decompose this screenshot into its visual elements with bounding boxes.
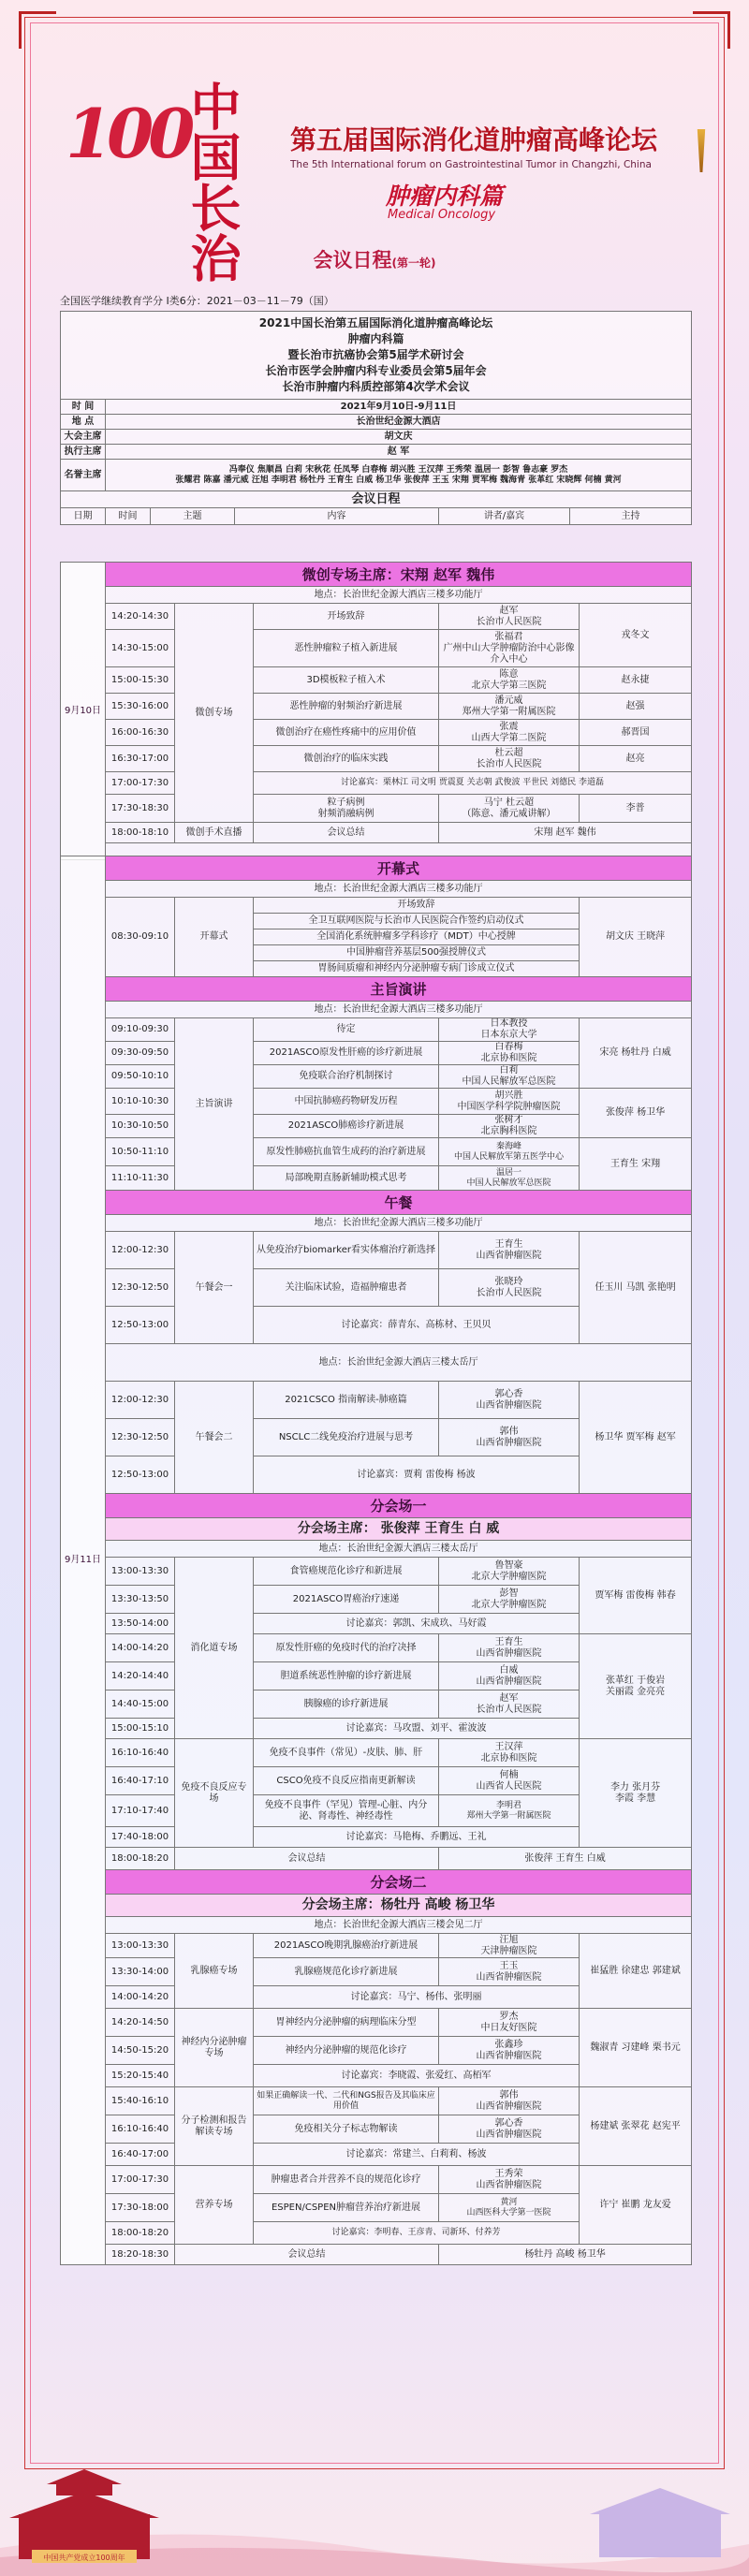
content-cell: 从免疫治疗biomarker看实体瘤治疗新选择 xyxy=(254,1232,439,1269)
content-cell: 中国肿瘤营养基层500强授牌仪式 xyxy=(254,945,580,961)
speaker-cell: 赵军 长治市人民医院 xyxy=(439,1690,580,1719)
discussion-cell: 讨论嘉宾：马攻盟、刘平、霍波波 xyxy=(254,1719,580,1739)
location: 地点：长治世纪金源大酒店三楼会见二厅 xyxy=(106,1917,692,1934)
info-label: 名誉主席 xyxy=(61,460,106,491)
discussion-cell: 讨论嘉宾：常建兰、白莉莉、杨波 xyxy=(254,2144,580,2166)
content-cell: 微创治疗在癌性疼痛中的应用价值 xyxy=(254,720,439,746)
info-label: 执行主席 xyxy=(61,445,106,460)
info-label: 大会主席 xyxy=(61,430,106,445)
time-cell: 15:00-15:10 xyxy=(106,1719,175,1739)
time-cell: 18:00-18:20 xyxy=(106,2222,175,2245)
content-cell: 胃神经内分泌肿瘤的病理临床分型 xyxy=(254,2009,439,2037)
speaker-cell: 胡兴胜 中国医学科学院肿瘤医院 xyxy=(439,1089,580,1115)
discussion-cell: 讨论嘉宾：马宁、杨伟、张明丽 xyxy=(254,1986,580,2009)
speaker-cell: 张树才 北京胸科医院 xyxy=(439,1115,580,1138)
speaker-cell: 郭心香 山西省肿瘤医院 xyxy=(439,1382,580,1419)
summary-cell: 会议总结 xyxy=(175,2245,439,2265)
info-value: 长治世纪金源大酒店 xyxy=(106,415,692,430)
day1-table xyxy=(60,562,692,860)
location: 地点：长治世纪金源大酒店三楼多功能厅 xyxy=(106,1002,692,1018)
topic-cell: 神经内分泌肿瘤专场 xyxy=(175,2009,254,2087)
content-cell: NSCLC二线免疫治疗进展与思考 xyxy=(254,1419,439,1456)
discussion-cell: 讨论嘉宾：栗林江 司文明 贾震夏 关志朝 武俊波 平世民 刘德民 李道磊 xyxy=(254,772,692,795)
time-cell: 13:00-13:30 xyxy=(106,1934,175,1958)
discussion-cell: 讨论嘉宾：李明春、王彦青、司新环、付养芳 xyxy=(254,2222,580,2245)
content-cell: 粒子病例 射频消融病例 xyxy=(254,795,439,823)
host-cell: 郝晋国 xyxy=(580,720,692,746)
time-cell: 18:00-18:20 xyxy=(106,1848,175,1870)
host-cell: 赵亮 xyxy=(580,746,692,772)
speaker-cell: 汪旭 天津肿瘤医院 xyxy=(439,1934,580,1958)
speaker-cell: 马宁 杜云超 （陈意、潘元威讲解） xyxy=(439,795,580,823)
time-cell: 14:20-14:50 xyxy=(106,2009,175,2037)
speaker-cell: 彭智 北京大学肿瘤医院 xyxy=(439,1586,580,1614)
col-header: 时间 xyxy=(106,508,151,525)
time-cell: 16:00-16:30 xyxy=(106,720,175,746)
content-cell: 胰腺癌的诊疗新进展 xyxy=(254,1690,439,1719)
time-cell: 15:20-15:40 xyxy=(106,2065,175,2087)
time-cell: 14:00-14:20 xyxy=(106,1634,175,1662)
time-cell: 17:00-17:30 xyxy=(106,2166,175,2194)
forum-subtitle: 肿瘤内科篇 xyxy=(386,183,504,210)
honor-chairs: 冯奉仪 焦顺昌 白莉 宋秋花 任凤琴 白春梅 胡兴胜 王汉萍 王秀荣 温居一 彭智 鲁志豪 罗杰 张耀君 陈嘉 潘元威 汪旭 李明君 杨牡丹 王育生 白威 杨卫华 张俊萍 王玉 宋翔 贾军梅 魏海青 张革红 宋晓辉 何楠 黄河 xyxy=(106,460,692,491)
time-cell: 18:20-18:30 xyxy=(106,2245,175,2265)
host-cell: 任玉川 马凯 张艳明 xyxy=(580,1232,692,1344)
host-cell: 崔猛胜 徐建忠 郭建斌 xyxy=(580,1934,692,2009)
section-title: 微创专场主席：宋翔 赵军 魏伟 xyxy=(106,563,692,587)
content-cell: 胆道系统恶性肿瘤的诊疗新进展 xyxy=(254,1662,439,1690)
topic-cell: 午餐会二 xyxy=(175,1382,254,1494)
speaker-cell: 王汉萍 北京协和医院 xyxy=(439,1739,580,1767)
time-cell: 14:00-14:20 xyxy=(106,1986,175,2009)
host-cell: 宋亮 杨牡丹 白威 xyxy=(580,1018,692,1089)
content-cell: ESPEN/CSPEN肿瘤营养治疗新进展 xyxy=(254,2194,439,2222)
time-cell: 09:50-10:10 xyxy=(106,1065,175,1089)
info-table xyxy=(60,311,692,525)
branch-chair: 分会场主席：杨牡丹 高峻 杨卫华 xyxy=(106,1895,692,1917)
speaker-cell: 王秀荣 山西省肿瘤医院 xyxy=(439,2166,580,2194)
host-cell: 赵永捷 xyxy=(580,667,692,694)
content-cell: 局部晚期直肠新辅助模式思考 xyxy=(254,1166,439,1191)
content-cell: 中国抗肺癌药物研发历程 xyxy=(254,1089,439,1115)
time-cell: 10:50-11:10 xyxy=(106,1138,175,1166)
discussion-cell: 讨论嘉宾：李晓霞、张爱红、高栢军 xyxy=(254,2065,580,2087)
speaker-cell: 王育生 山西省肿瘤医院 xyxy=(439,1232,580,1269)
corner-ornament xyxy=(19,11,56,49)
col-header: 日期 xyxy=(61,508,106,525)
time-cell: 13:30-14:00 xyxy=(106,1958,175,1986)
host-cell: 杨建斌 张翠花 赵宪平 xyxy=(580,2087,692,2166)
time-cell: 16:30-17:00 xyxy=(106,746,175,772)
time-cell: 10:30-10:50 xyxy=(106,1115,175,1138)
content-cell: 乳腺癌规范化诊疗新进展 xyxy=(254,1958,439,1986)
content-cell: 肿瘤患者合并营养不良的规范化诊疗 xyxy=(254,2166,439,2194)
schedule-title: 会议日程(第一轮) xyxy=(313,249,436,271)
content-cell: 原发性肝癌的免疫时代的治疗决择 xyxy=(254,1634,439,1662)
info-label: 时 间 xyxy=(61,400,106,415)
time-cell: 12:30-12:50 xyxy=(106,1419,175,1456)
time-cell: 12:50-13:00 xyxy=(106,1456,175,1494)
time-cell: 09:30-09:50 xyxy=(106,1042,175,1065)
time-cell: 08:30-09:10 xyxy=(106,898,175,977)
content-cell: 3D模板粒子植入术 xyxy=(254,667,439,694)
topic-cell: 免疫不良反应专场 xyxy=(175,1739,254,1848)
content-cell: 2021ASCO肺癌诊疗新进展 xyxy=(254,1115,439,1138)
location: 地点：长治世纪金源大酒店三楼多功能厅 xyxy=(106,587,692,604)
time-cell: 15:00-15:30 xyxy=(106,667,175,694)
time-cell: 16:40-17:00 xyxy=(106,2144,175,2166)
location: 地点：长治世纪金源大酒店三楼多功能厅 xyxy=(106,881,692,898)
content-cell: 2021ASCO原发性肝癌的诊疗新进展 xyxy=(254,1042,439,1065)
content-cell: 食管癌规范化诊疗和新进展 xyxy=(254,1558,439,1586)
time-cell: 17:30-18:30 xyxy=(106,795,175,823)
content-cell: 2021ASCO晚期乳腺癌治疗新进展 xyxy=(254,1934,439,1958)
content-cell: 免疫不良事件（罕见）管理-心脏、内分泌、肾毒性、神经毒性 xyxy=(254,1795,439,1827)
host-cell: 杨卫华 贾军梅 赵军 xyxy=(580,1382,692,1494)
section-title: 主旨演讲 xyxy=(106,977,692,1002)
time-cell: 17:00-17:30 xyxy=(106,772,175,795)
time-cell: 14:40-15:00 xyxy=(106,1690,175,1719)
location: 地点：长治世纪金源大酒店三楼太岳厅 xyxy=(106,1344,692,1382)
host-cell: 张俊萍 杨卫华 xyxy=(580,1089,692,1138)
topic-cell: 微创专场 xyxy=(175,604,254,823)
logo-city: 中国长治 xyxy=(183,80,242,283)
branch-chair: 分会场主席： 张俊萍 王育生 白 威 xyxy=(106,1518,692,1541)
speaker-cell: 王玉 山西省肿瘤医院 xyxy=(439,1958,580,1986)
discussion-cell: 讨论嘉宾：贾莉 雷俊梅 杨波 xyxy=(254,1456,580,1494)
content-cell: 神经内分泌肿瘤的规范化诊疗 xyxy=(254,2037,439,2065)
date-cell: 9月11日 xyxy=(61,856,106,2265)
discussion-cell: 讨论嘉宾：薛青东、高栋材、王贝贝 xyxy=(254,1307,580,1344)
topic-cell: 主旨演讲 xyxy=(175,1018,254,1191)
host-cell: 许宁 崔鹏 龙友爱 xyxy=(580,2166,692,2245)
summary-cell: 会议总结 xyxy=(175,1848,439,1870)
content-cell: 全国消化系统肿瘤多学科诊疗（MDT）中心授牌 xyxy=(254,929,580,945)
speaker-cell: 张鑫珍 山西省肿瘤医院 xyxy=(439,2037,580,2065)
speaker-cell: 赵军 长治市人民医院 xyxy=(439,604,580,630)
col-header: 内容 xyxy=(235,508,439,525)
corner-ornament xyxy=(693,11,730,49)
day2-table xyxy=(60,856,692,2265)
location: 地点：长治世纪金源大酒店三楼太岳厅 xyxy=(106,1541,692,1558)
speaker-cell: 郭心香 山西省肿瘤医院 xyxy=(439,2115,580,2144)
speaker-cell: 温居一 中国人民解放军总医院 xyxy=(439,1166,580,1191)
time-cell: 12:00-12:30 xyxy=(106,1232,175,1269)
speaker-cell: 郭伟 山西省肿瘤医院 xyxy=(439,1419,580,1456)
content-cell: 待定 xyxy=(254,1018,439,1042)
host-cell: 胡文庆 王晓萍 xyxy=(580,898,692,977)
speaker-cell: 陈意 北京大学第三医院 xyxy=(439,667,580,694)
col-header: 主持 xyxy=(570,508,692,525)
summary-speaker: 张俊萍 王育生 白威 xyxy=(439,1848,692,1870)
host-cell: 李普 xyxy=(580,795,692,823)
topic-cell: 开幕式 xyxy=(175,898,254,977)
time-cell: 11:10-11:30 xyxy=(106,1166,175,1191)
host-cell: 戎冬文 xyxy=(580,604,692,667)
topic-cell: 营养专场 xyxy=(175,2166,254,2245)
forum-title-en: The 5th International forum on Gastrointestinal Tumor in Changzhi, China xyxy=(290,159,652,170)
speaker-cell: 黄河 山西医科大学第一医院 xyxy=(439,2194,580,2222)
time-cell: 13:30-13:50 xyxy=(106,1586,175,1614)
time-cell: 12:30-12:50 xyxy=(106,1269,175,1307)
time-cell: 10:10-10:30 xyxy=(106,1089,175,1115)
content-cell: 微创治疗的临床实践 xyxy=(254,746,439,772)
time-cell: 13:50-14:00 xyxy=(106,1614,175,1634)
section-title: 分会场一 xyxy=(106,1494,692,1518)
speaker-cell: 王育生 山西省肿瘤医院 xyxy=(439,1634,580,1662)
info-value: 胡文庆 xyxy=(106,430,692,445)
time-cell: 15:30-16:00 xyxy=(106,694,175,720)
host-cell: 王育生 宋翔 xyxy=(580,1138,692,1191)
content-cell: 免疫不良事件（常见）-皮肤、肺、肝 xyxy=(254,1739,439,1767)
organizer-block: 2021中国长治第五届国际消化道肿瘤高峰论坛 肿瘤内科篇 暨长治市抗癌协会第5届学术研讨会 长治市医学会肿瘤内科专业委员会第5届年会 长治市肿瘤内科质控部第4次学术会议 xyxy=(61,312,692,400)
speaker-cell: 罗杰 中日友好医院 xyxy=(439,2009,580,2037)
content-cell: 免疫联合治疗机制探讨 xyxy=(254,1065,439,1089)
time-cell: 12:50-13:00 xyxy=(106,1307,175,1344)
time-cell: 16:10-16:40 xyxy=(106,1739,175,1767)
topic-cell: 乳腺癌专场 xyxy=(175,1934,254,2009)
speaker-cell: 宋翔 赵军 魏伟 xyxy=(439,823,692,843)
speaker-cell: 李明君 郑州大学第一附属医院 xyxy=(439,1795,580,1827)
forum-subtitle-en: Medical Oncology xyxy=(388,208,496,222)
time-cell: 16:40-17:10 xyxy=(106,1767,175,1795)
speaker-cell: 何楠 山西省人民医院 xyxy=(439,1767,580,1795)
summary-speaker: 杨牡丹 高峻 杨卫华 xyxy=(439,2245,692,2265)
col-header: 讲者/嘉宾 xyxy=(439,508,570,525)
time-cell: 14:20-14:40 xyxy=(106,1662,175,1690)
time-cell: 16:10-16:40 xyxy=(106,2115,175,2144)
time-cell: 09:10-09:30 xyxy=(106,1018,175,1042)
content-cell: 如果正确解读一代、二代和NGS报告及其临床应用价值 xyxy=(254,2087,439,2115)
info-label: 地 点 xyxy=(61,415,106,430)
content-cell: 会议总结 xyxy=(254,823,439,843)
content-cell: 胃肠间质瘤和神经内分泌肿瘤专病门诊成立仪式 xyxy=(254,961,580,977)
content-cell: 原发性肺癌抗血管生成药的治疗新进展 xyxy=(254,1138,439,1166)
section-title: 开幕式 xyxy=(106,856,692,881)
time-cell: 14:50-15:20 xyxy=(106,2037,175,2065)
speaker-cell: 郭伟 山西省肿瘤医院 xyxy=(439,2087,580,2115)
time-cell: 15:40-16:10 xyxy=(106,2087,175,2115)
content-cell: CSCO免疫不良反应指南更新解读 xyxy=(254,1767,439,1795)
forum-title: 第五届国际消化道肿瘤高峰论坛 xyxy=(290,124,658,155)
topic-cell: 分子检测和报告解读专场 xyxy=(175,2087,254,2166)
speaker-cell: 日本教授 日本东京大学 xyxy=(439,1018,580,1042)
agenda-label: 会议日程 xyxy=(61,491,692,508)
discussion-cell: 讨论嘉宾：马艳梅、乔鹏远、王礼 xyxy=(254,1827,580,1848)
topic-cell: 微创手术直播 xyxy=(175,823,254,843)
topic-cell: 消化道专场 xyxy=(175,1558,254,1739)
col-header: 主题 xyxy=(151,508,235,525)
date-cell: 9月10日 xyxy=(61,563,106,860)
content-cell: 恶性肿瘤粒子植入新进展 xyxy=(254,630,439,667)
logo-100: 100 xyxy=(66,94,190,173)
host-cell: 赵强 xyxy=(580,694,692,720)
content-cell: 关注临床试验，造福肿瘤患者 xyxy=(254,1269,439,1307)
time-cell: 18:00-18:10 xyxy=(106,823,175,843)
content-cell: 2021CSCO 指南解读-肺癌篇 xyxy=(254,1382,439,1419)
speaker-cell: 张福君 广州中山大学肿瘤防治中心影像介入中心 xyxy=(439,630,580,667)
info-value: 赵 军 xyxy=(106,445,692,460)
topic-cell: 午餐会一 xyxy=(175,1232,254,1344)
speaker-cell: 杜云超 长治市人民医院 xyxy=(439,746,580,772)
content-cell: 免疫相关分子标志物解读 xyxy=(254,2115,439,2144)
content-cell: 恶性肿瘤的射频治疗新进展 xyxy=(254,694,439,720)
speaker-cell: 秦海峰 中国人民解放军第五医学中心 xyxy=(439,1138,580,1166)
speaker-cell: 潘元威 郑州大学第一附属医院 xyxy=(439,694,580,720)
host-cell: 魏淑青 习建峰 栗书元 xyxy=(580,2009,692,2087)
host-cell: 张革红 于俊岩 关丽霞 金亮亮 xyxy=(580,1634,692,1739)
discussion-cell: 讨论嘉宾：郭凯、宋成玖、马好霞 xyxy=(254,1614,580,1634)
section-title: 午餐 xyxy=(106,1191,692,1215)
time-cell: 17:30-18:00 xyxy=(106,2194,175,2222)
location: 地点：长治世纪金源大酒店三楼多功能厅 xyxy=(106,1215,692,1232)
speaker-cell: 白莉 中国人民解放军总医院 xyxy=(439,1065,580,1089)
content-cell: 开场致辞 xyxy=(254,604,439,630)
content-cell: 开场致辞 xyxy=(254,898,580,914)
time-cell: 13:00-13:30 xyxy=(106,1558,175,1586)
host-cell: 李力 张月芬 李霞 李慧 xyxy=(580,1739,692,1848)
time-cell: 14:30-15:00 xyxy=(106,630,175,667)
host-cell: 贾军梅 雷俊梅 韩春 xyxy=(580,1558,692,1634)
time-cell: 17:10-17:40 xyxy=(106,1795,175,1827)
speaker-cell: 白春梅 北京协和医院 xyxy=(439,1042,580,1065)
speaker-cell: 鲁智豪 北京大学肿瘤医院 xyxy=(439,1558,580,1586)
time-cell: 17:40-18:00 xyxy=(106,1827,175,1848)
section-title: 分会场二 xyxy=(106,1870,692,1895)
speaker-cell: 白威 山西省肿瘤医院 xyxy=(439,1662,580,1690)
bottom-illustration xyxy=(0,2464,749,2576)
cme-credit: 全国医学继续教育学分 I类6分：2021－03－11－79（国） xyxy=(60,295,334,307)
info-value: 2021年9月10日-9月11日 xyxy=(106,400,692,415)
time-cell: 14:20-14:30 xyxy=(106,604,175,630)
footer-banner: 中国共产党成立100周年 xyxy=(43,2554,125,2562)
content-cell: 2021ASCO胃癌治疗速递 xyxy=(254,1586,439,1614)
time-cell: 12:00-12:30 xyxy=(106,1382,175,1419)
content-cell: 全卫互联网医院与长治市人民医院合作签约启动仪式 xyxy=(254,914,580,929)
speaker-cell: 张震 山西大学第二医院 xyxy=(439,720,580,746)
speaker-cell: 张晓玲 长治市人民医院 xyxy=(439,1269,580,1307)
